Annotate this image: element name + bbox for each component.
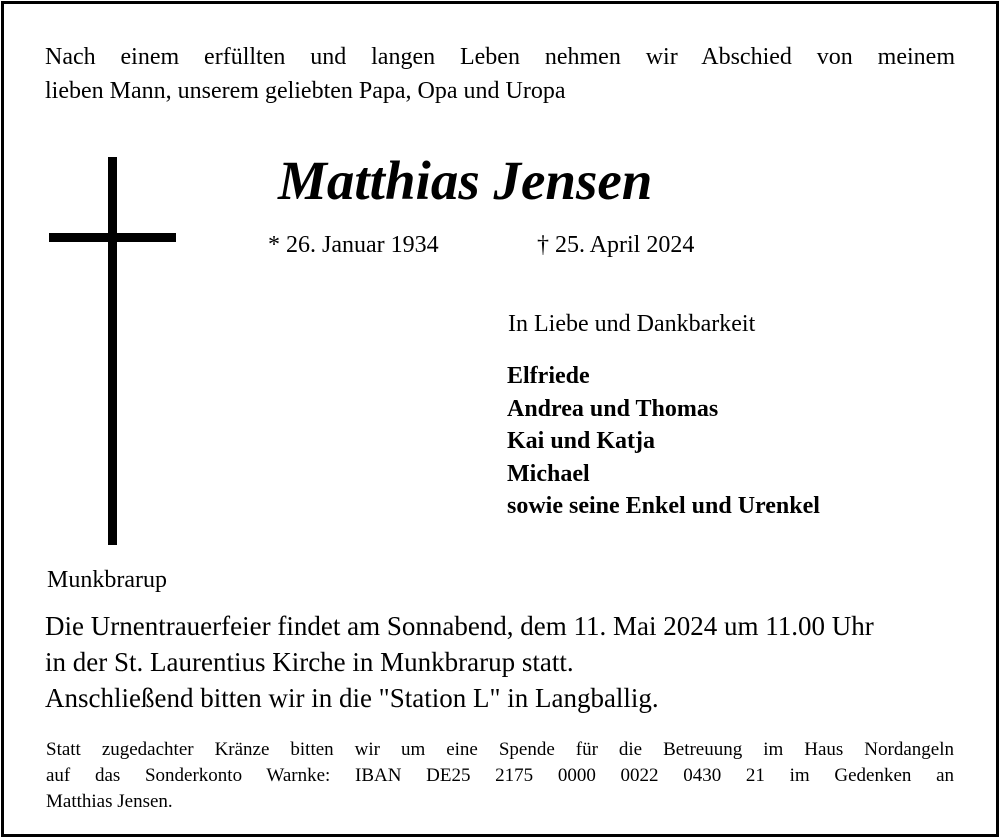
- ceremony-line-2: in der St. Laurentius Kirche in Munkbrarup statt.: [45, 647, 574, 677]
- mourner-name: Andrea und Thomas: [507, 395, 719, 422]
- intro-line-1: Nach einem erfüllten und langen Leben nehmen wir Abschied von meinem: [45, 44, 955, 70]
- mourner-name: Kai und Katja: [507, 428, 656, 454]
- ceremony-line-3: Anschließend bitten wir in die "Station L" in Langballig.: [45, 683, 659, 713]
- birth-date: * 26. Januar 1934: [268, 232, 439, 258]
- intro-text: [45, 40, 955, 108]
- cross-icon: [49, 157, 176, 545]
- death-date: † 25. April 2024: [537, 232, 695, 258]
- place-name: Munkbrarup: [47, 567, 167, 593]
- donation-line-2: auf das Sonderkonto Warnke: IBAN DE25 2175 0000 0022 0430 21 im Gedenken an: [46, 765, 954, 786]
- mourner-name: Michael: [507, 460, 590, 487]
- intro-line-2: lieben Mann, unserem geliebten Papa, Opa und Uropa: [45, 78, 566, 104]
- cross-horizontal-bar: [49, 233, 176, 242]
- mourners-list: [507, 360, 820, 523]
- mourner-name: sowie seine Enkel und Urenkel: [507, 493, 820, 519]
- deceased-name: Matthias Jensen: [278, 150, 653, 211]
- donation-line-3: Matthias Jensen.: [46, 791, 173, 812]
- mourner-name: Elfriede: [507, 363, 590, 389]
- cross-vertical-bar: [108, 157, 117, 545]
- ceremony-line-1: Die Urnentrauerfeier findet am Sonnabend, dem 11. Mai 2024 um 11.00 Uhr: [45, 611, 874, 641]
- donation-text: [46, 737, 954, 815]
- ceremony-text: [45, 608, 960, 716]
- donation-line-1: Statt zugedachter Kränze bitten wir um eine Spende für die Betreuung im Haus Nordangeln: [46, 739, 954, 760]
- mourners-intro: In Liebe und Dankbarkeit: [508, 311, 756, 337]
